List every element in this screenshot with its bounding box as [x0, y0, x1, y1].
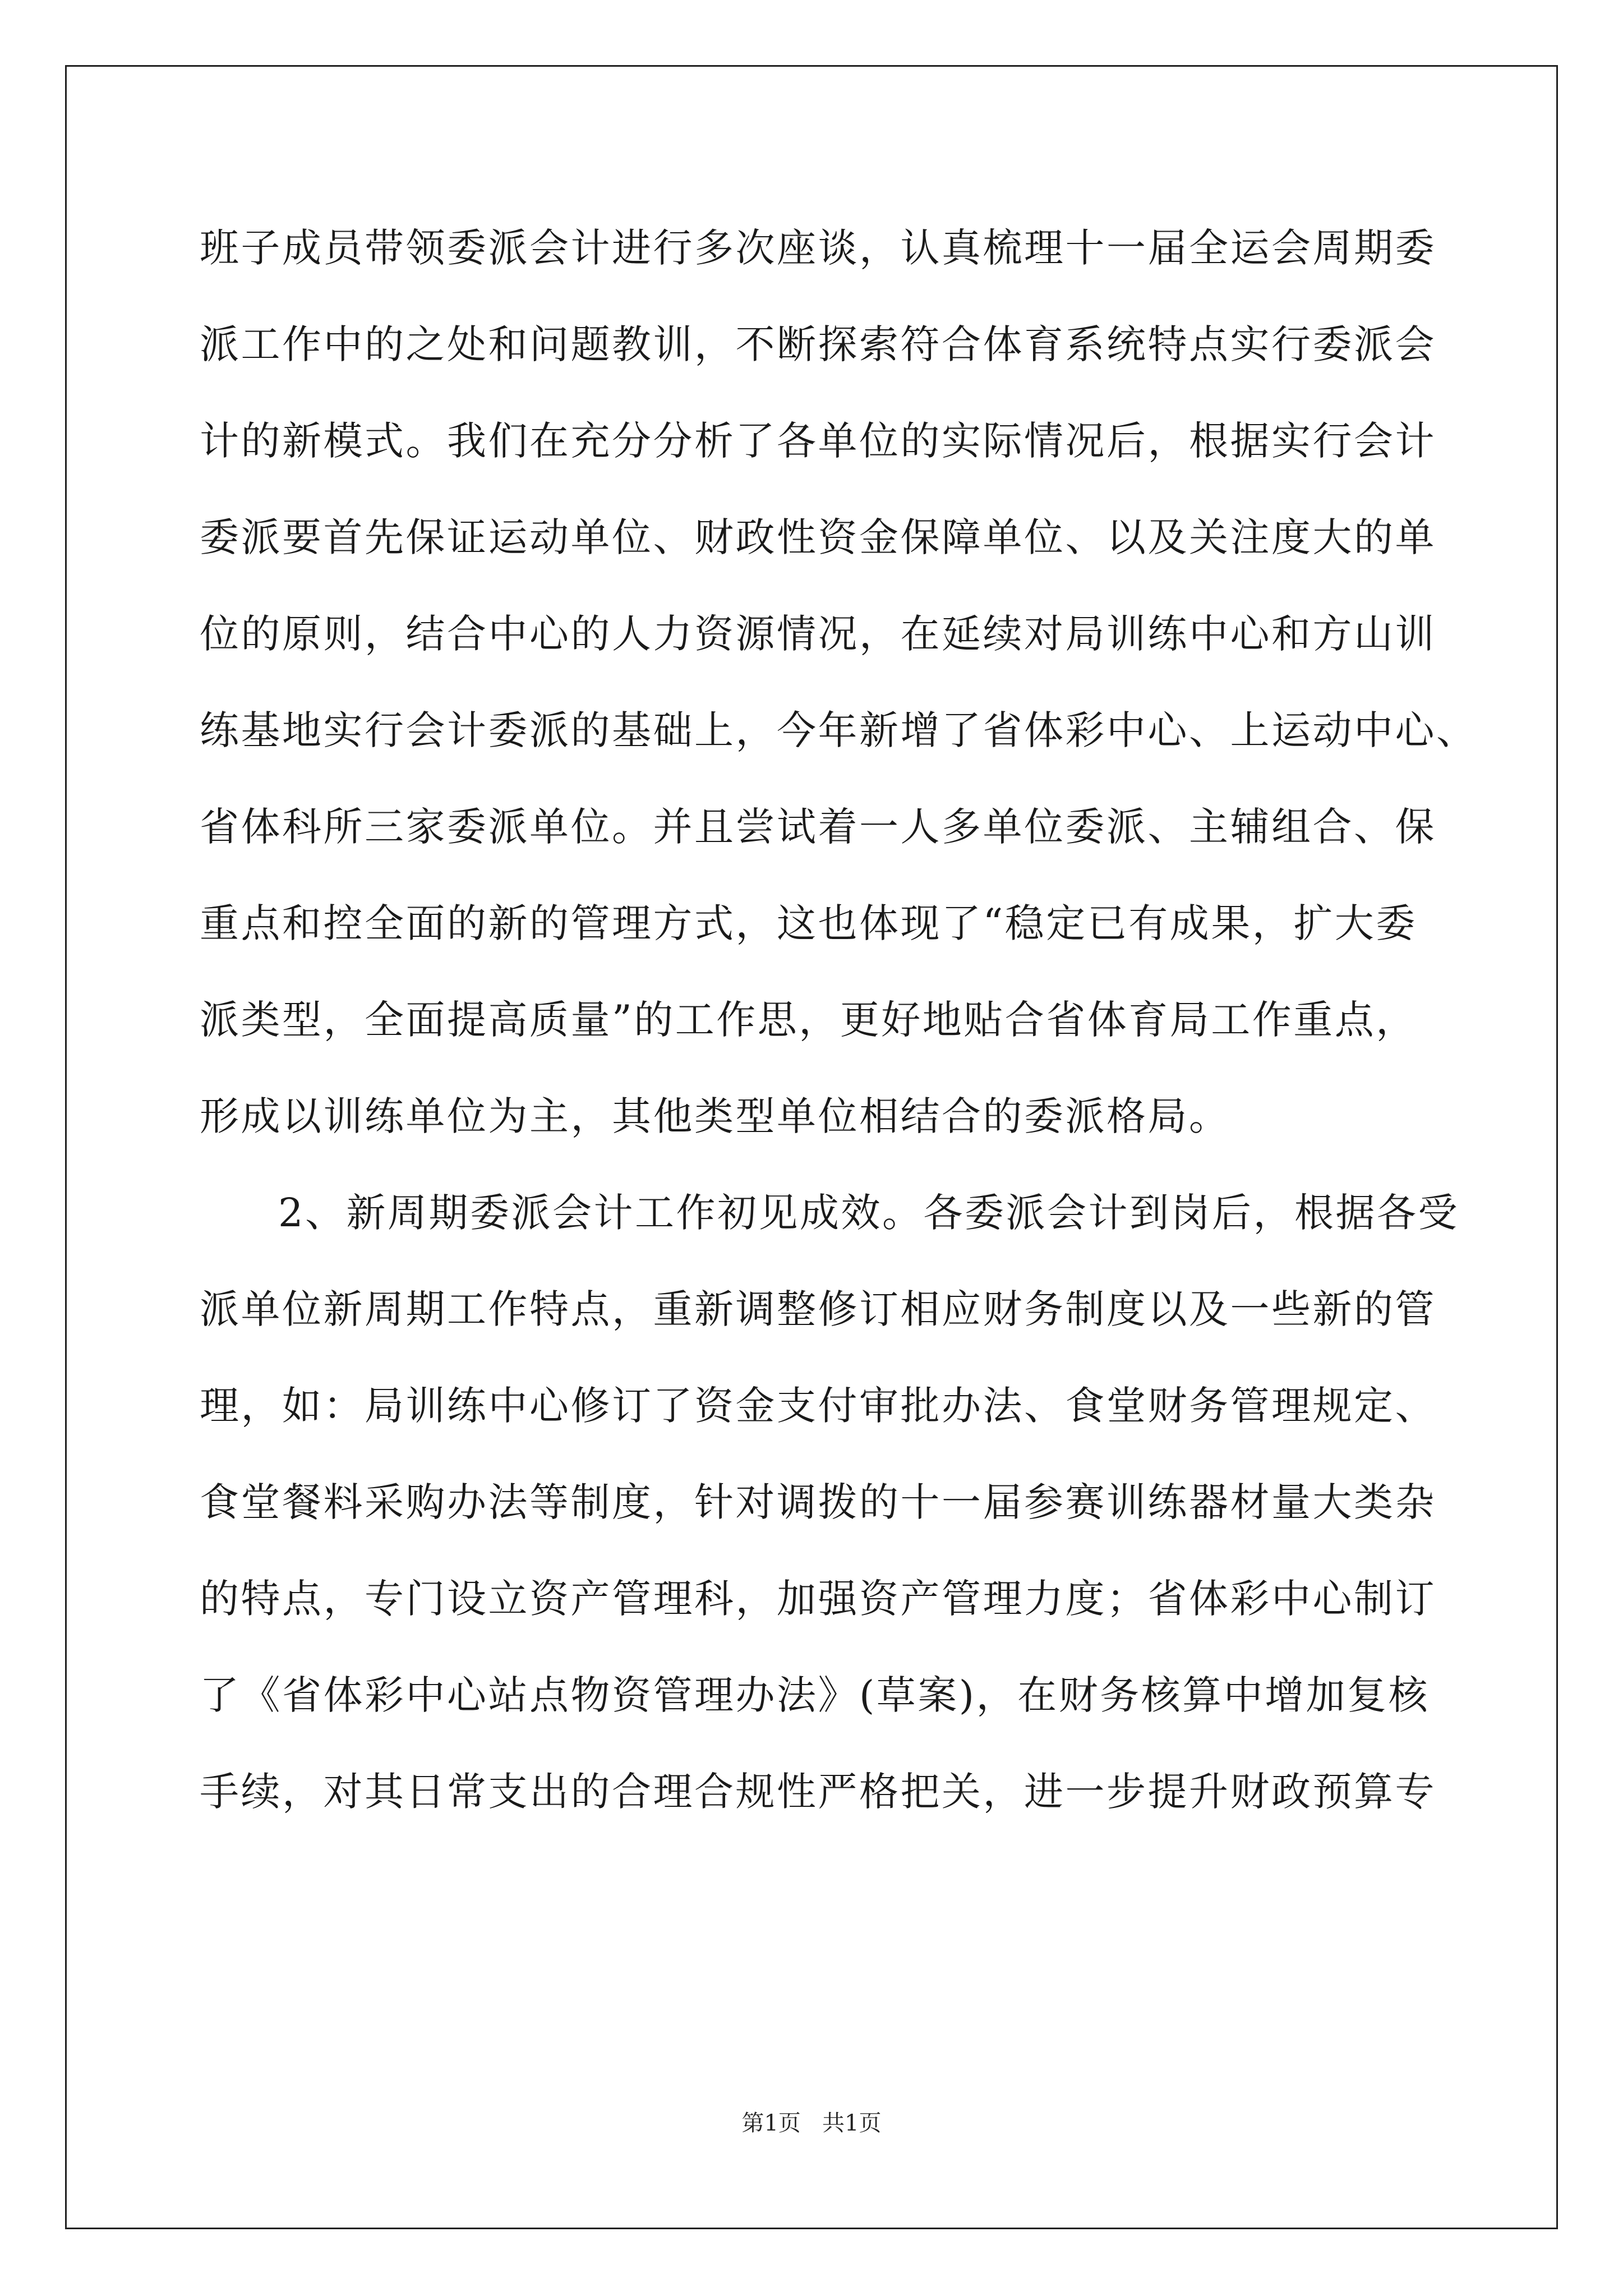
- text-line: 委派要首先保证运动单位、财政性资金保障单位、以及关注度大的单: [200, 514, 1436, 560]
- text-line: 位的原则，结合中心的人力资源情况，在延续对局训练中心和方山训: [200, 611, 1436, 657]
- page-number-footer: 第1页 共1页: [741, 2110, 882, 2136]
- text-line: 派单位新周期工作特点，重新调整修订相应财务制度以及一些新的管: [200, 1286, 1436, 1332]
- paragraph-start-line: 2、新周期委派会计工作初见成效。各委派会计到岗后，根据各受: [278, 1190, 1460, 1236]
- text-line: 食堂餐料采购办法等制度，针对调拨的十一届参赛训练器材量大类杂: [200, 1479, 1436, 1525]
- text-line: 省体科所三家委派单位。并且尝试着一人多单位委派、主辅组合、保: [200, 804, 1436, 850]
- document-body: [200, 222, 1478, 1862]
- text-line: 了《省体彩中心站点物资管理办法》(草案)，在财务核算中增加复核: [200, 1672, 1430, 1718]
- text-line: 的特点，专门设立资产管理科，加强资产管理力度；省体彩中心制订: [200, 1576, 1436, 1622]
- text-line: 理，如：局训练中心修订了资金支付审批办法、食堂财务管理规定、: [200, 1383, 1436, 1429]
- text-line: 练基地实行会计委派的基础上，今年新增了省体彩中心、上运动中心、: [200, 707, 1478, 753]
- text-line: 重点和控全面的新的管理方式，这也体现了“稳定已有成果，扩大委: [200, 900, 1417, 946]
- text-line: 形成以训练单位为主，其他类型单位相结合的委派格局。: [200, 1093, 1230, 1139]
- text-line: 手续，对其日常支出的合理合规性严格把关，进一步提升财政预算专: [200, 1769, 1436, 1815]
- text-line: 班子成员带领委派会计进行多次座谈，认真梳理十一届全运会周期委: [200, 225, 1436, 271]
- text-line: 派类型，全面提高质量”的工作思，更好地贴合省体育局工作重点，: [200, 997, 1417, 1043]
- text-line: 计的新模式。我们在充分分析了各单位的实际情况后，根据实行会计: [200, 418, 1436, 464]
- text-line: 派工作中的之处和问题教训，不断探索符合体育系统特点实行委派会: [200, 321, 1436, 367]
